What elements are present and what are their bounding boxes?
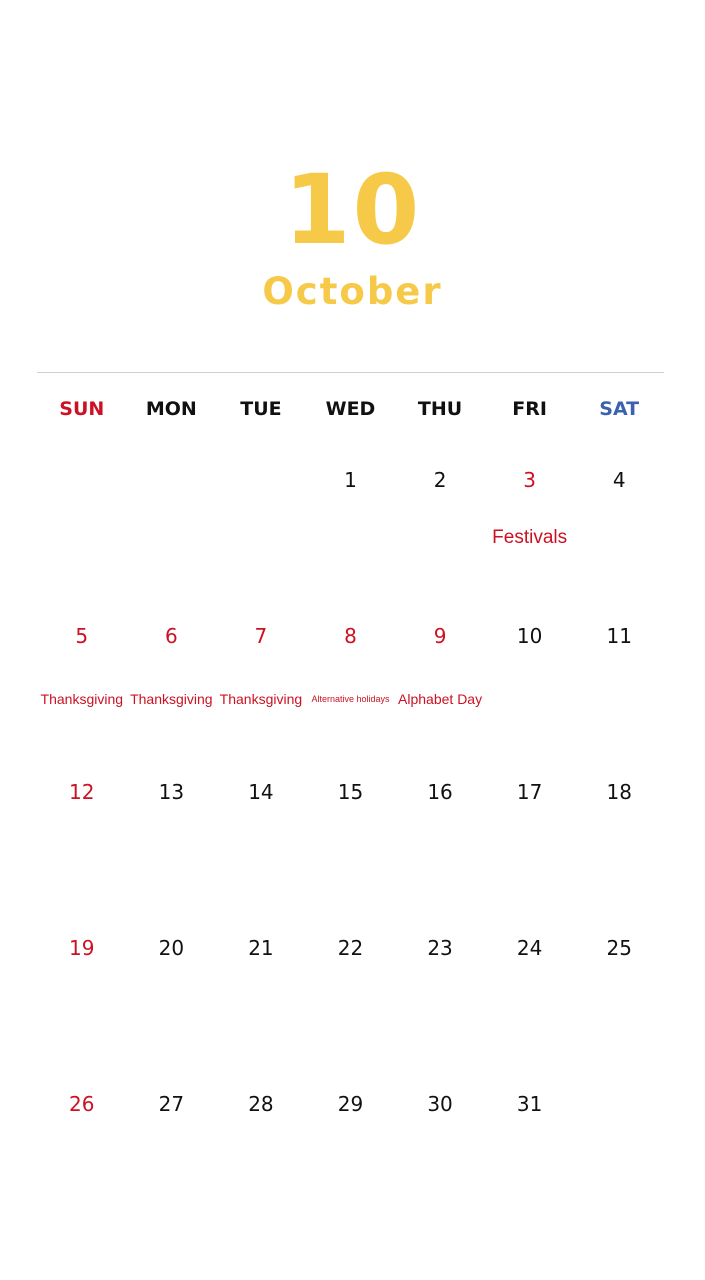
weekday-header-fri: FRI xyxy=(512,398,547,420)
day-cell-1[interactable] xyxy=(306,460,396,616)
day-cell-16[interactable] xyxy=(395,772,485,928)
day-number: 18 xyxy=(606,780,632,804)
day-cell-2[interactable] xyxy=(395,460,485,616)
day-cell-7[interactable] xyxy=(216,616,306,772)
day-number: 6 xyxy=(164,624,178,648)
day-number: 21 xyxy=(248,936,274,960)
day-number: 11 xyxy=(606,624,632,648)
weekday-header-sun: SUN xyxy=(59,398,105,420)
day-number: 3 xyxy=(523,468,536,492)
day-number: 2 xyxy=(433,468,447,492)
day-number: 25 xyxy=(606,936,632,960)
day-cell-9[interactable] xyxy=(395,616,485,772)
day-number: 7 xyxy=(254,624,268,648)
day-cell-21[interactable] xyxy=(216,928,306,1084)
day-number: 30 xyxy=(427,1092,453,1116)
day-cell-13[interactable] xyxy=(127,772,217,928)
day-cell-8[interactable] xyxy=(306,616,396,772)
day-number: 29 xyxy=(337,1092,364,1116)
weekday-header-thu: THU xyxy=(417,398,463,420)
day-cell-30[interactable] xyxy=(395,1084,485,1240)
holiday-label: Thanksgiving xyxy=(40,691,124,707)
weekday-header-mon: MON xyxy=(145,398,197,420)
day-cell-18[interactable] xyxy=(574,772,664,928)
holiday-label: Thanksgiving xyxy=(130,691,213,707)
day-number: 5 xyxy=(75,624,89,648)
day-number: 19 xyxy=(69,936,95,960)
day-number: 22 xyxy=(337,936,364,960)
weekday-header-tue: TUE xyxy=(240,398,282,420)
day-number: 4 xyxy=(612,468,626,492)
day-number: 9 xyxy=(433,624,447,648)
day-cell-14[interactable] xyxy=(216,772,306,928)
day-number: 24 xyxy=(516,936,543,960)
day-cell-26[interactable] xyxy=(37,1084,127,1240)
day-cell-23[interactable] xyxy=(395,928,485,1084)
day-number: 10 xyxy=(516,624,543,648)
day-number: 17 xyxy=(516,780,543,804)
holiday-label: Thanksgiving xyxy=(219,691,303,707)
day-number: 20 xyxy=(158,936,185,960)
day-cell-11[interactable] xyxy=(574,616,664,772)
day-cell-25[interactable] xyxy=(574,928,664,1084)
day-number: 8 xyxy=(344,624,357,648)
day-number: 13 xyxy=(158,780,185,804)
day-cell-10[interactable] xyxy=(485,616,575,772)
day-number: 27 xyxy=(158,1092,185,1116)
day-cell-19[interactable] xyxy=(37,928,127,1084)
day-cell-17[interactable] xyxy=(485,772,575,928)
day-cell-15[interactable] xyxy=(306,772,396,928)
day-number: 16 xyxy=(427,780,453,804)
day-cell-6[interactable] xyxy=(127,616,217,772)
day-number: 14 xyxy=(248,780,274,804)
day-cell-28[interactable] xyxy=(216,1084,306,1240)
weekday-header-wed: WED xyxy=(325,398,376,420)
day-cell-27[interactable] xyxy=(127,1084,217,1240)
day-cell-22[interactable] xyxy=(306,928,396,1084)
month-number: 10 xyxy=(283,154,422,266)
day-number: 15 xyxy=(337,780,364,804)
day-number: 1 xyxy=(344,468,357,492)
day-number: 28 xyxy=(248,1092,274,1116)
holiday-label: Alphabet Day xyxy=(398,691,483,707)
day-cell-5[interactable] xyxy=(37,616,127,772)
day-cell-4[interactable] xyxy=(574,460,664,616)
day-cell-12[interactable] xyxy=(37,772,127,928)
header-divider xyxy=(37,372,664,373)
day-number: 23 xyxy=(427,936,453,960)
day-number: 26 xyxy=(69,1092,95,1116)
day-cell-29[interactable] xyxy=(306,1084,396,1240)
day-cell-24[interactable] xyxy=(485,928,575,1084)
calendar-grid xyxy=(37,380,664,1280)
day-cell-31[interactable] xyxy=(485,1084,575,1240)
day-number: 31 xyxy=(516,1092,543,1116)
day-cell-20[interactable] xyxy=(127,928,217,1084)
weekday-header-sat: SAT xyxy=(599,398,640,420)
holiday-label: Alternative holidays xyxy=(311,694,390,704)
month-name: October xyxy=(262,270,443,313)
day-number: 12 xyxy=(69,780,95,804)
holiday-label: Festivals xyxy=(492,527,568,548)
day-cell-3[interactable] xyxy=(485,460,575,616)
